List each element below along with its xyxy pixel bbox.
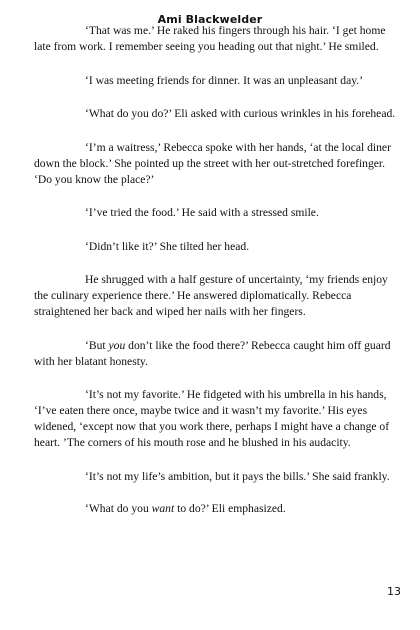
paragraph: ‘I’m a waitress,’ Rebecca spoke with her hands, ‘at the local diner down the block.’ She pointed up the street with her out-stretched forefinger. ‘Do you know the place?’ [34, 140, 391, 186]
running-head-author: Ami Blackwelder [157, 13, 263, 26]
paragraph-text: ‘But [85, 338, 109, 352]
paragraph-text: don’t like the food there?’ Rebecca caught him off guard with her blatant honesty. [34, 338, 391, 368]
paragraph-gap [34, 320, 400, 338]
paragraph [34, 338, 400, 370]
paragraph-gap [34, 89, 400, 107]
paragraph-gap [34, 122, 400, 140]
paragraph: ‘That was me.’ He raked his fingers through his hair. ‘I get home late from work. I remember seeing you heading out that night.’ He smiled. [34, 24, 386, 53]
emphasis-text: want [151, 501, 175, 515]
page-number: 13 [387, 585, 401, 598]
paragraph: ‘Didn’t like it?’ She tilted her head. [85, 239, 250, 253]
paragraph-gap [34, 370, 400, 388]
paragraph: ‘It’s not my life’s ambition, but it pays the bills.’ She said frankly. [85, 469, 390, 483]
emphasis-text: you [108, 338, 126, 352]
paragraph: ‘I was meeting friends for dinner. It was an unpleasant day.’ [85, 73, 364, 87]
paragraph-text: to do?’ Eli emphasized. [174, 501, 286, 515]
paragraph-gap [34, 451, 400, 469]
paragraph-gap [34, 55, 400, 73]
paragraph [34, 501, 400, 517]
paragraph: He shrugged with a half gesture of uncertainty, ‘my friends enjoy the culinary experience there.’ He answered diplomatically. Rebecca straightened her back and wiped her nails with her fingers. [34, 273, 388, 318]
paragraph-gap [34, 221, 400, 239]
paragraph-gap [34, 255, 400, 273]
paragraph-gap [34, 188, 400, 206]
paragraph: ‘It’s not my favorite.’ He fidgeted with his umbrella in his hands, ‘I’ve eaten there once, maybe twice and it wasn’t my favorite.’ His eyes widened, ‘except now that you work there, perhaps I might have a change of heart. ’The corners of his mouth rose and he blushed in his audacity. [34, 388, 390, 449]
paragraph: ‘I’ve tried the food.’ He said with a stressed smile. [85, 206, 319, 219]
body-text [34, 23, 400, 517]
paragraph-text: ‘What do you [85, 501, 152, 515]
paragraph-gap [34, 485, 400, 501]
paragraph: ‘What do you do?’ Eli asked with curious wrinkles in his forehead. [85, 107, 396, 120]
